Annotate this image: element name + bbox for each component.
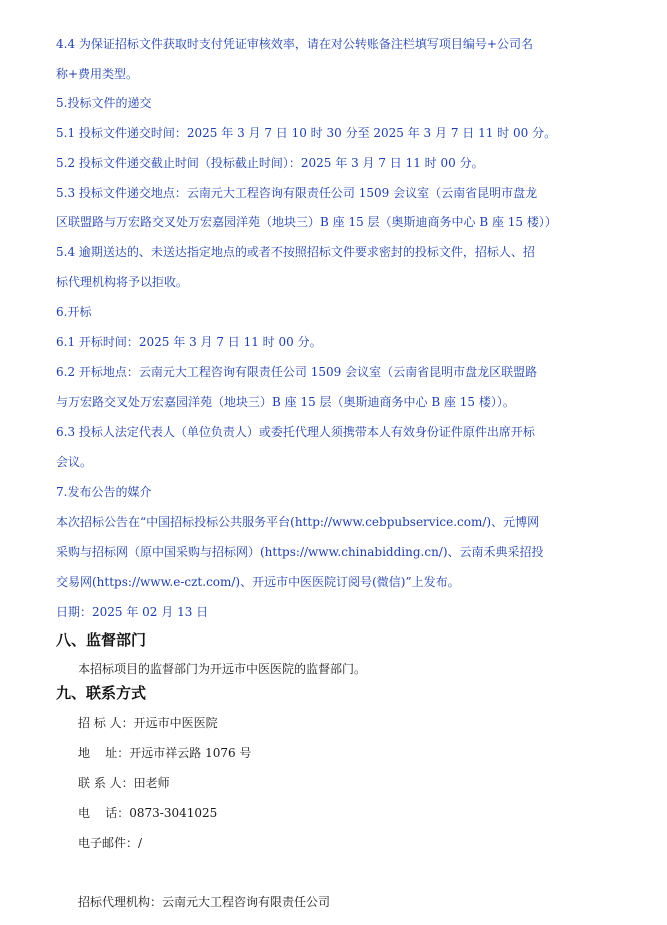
- text-line: 5.1 投标文件递交时间：2025 年 3 月 7 日 10 时 30 分至 2025 年 3 月 7 日 11 时 00 分。: [56, 126, 557, 140]
- text-line: 5.4 逾期送达的、未送达指定地点的或者不按照招标文件要求密封的投标文件，招标人、招: [56, 245, 535, 259]
- date-line: 日期：2025 年 02 月 13 日: [56, 605, 209, 619]
- text-line: 会议。: [56, 455, 93, 469]
- section-9-heading: 九、联系方式: [56, 684, 147, 702]
- text-line: 6.2 开标地点：云南元大工程咨询有限责任公司 1509 会议室（云南省昆明市盘龙区联盟路: [56, 365, 538, 379]
- text-line: 6.3 投标人法定代表人（单位负责人）或委托代理人须携带本人有效身份证件原件出席开标: [56, 425, 535, 439]
- contact-email: 电子邮件：/: [78, 836, 143, 850]
- supervision-text: 本招标项目的监督部门为开远市中医医院的监督部门。: [78, 662, 367, 676]
- contact-address: 地 址：开远市祥云路 1076 号: [78, 746, 252, 760]
- text-line: 4.4 为保证招标文件获取时支付凭证审核效率，请在对公转账备注栏填写项目编号+公司名: [56, 37, 533, 51]
- section-6-heading: 6.开标: [56, 305, 92, 319]
- section-7-heading: 7.发布公告的媒介: [56, 485, 152, 499]
- section-8-heading: 八、监督部门: [56, 631, 147, 649]
- contact-phone: 电 话：0873-3041025: [78, 806, 218, 820]
- contact-tenderer: 招 标 人：开远市中医医院: [78, 716, 218, 730]
- section-5-heading: 5.投标文件的递交: [56, 96, 152, 110]
- text-line: 5.2 投标文件递交截止时间（投标截止时间）：2025 年 3 月 7 日 11 时 00 分。: [56, 156, 484, 170]
- text-line: 交易网(https://www.e-czt.com/)、开远市中医医院订阅号(微信)”上发布。: [56, 575, 460, 589]
- text-line: 标代理机构将予以拒收。: [56, 275, 189, 289]
- text-line: 区联盟路与万宏路交叉处万宏嘉园洋苑（地块三）B 座 15 层（奥斯迪商务中心 B 座 15 楼））: [56, 215, 557, 229]
- agency-line: 招标代理机构：云南元大工程咨询有限责任公司: [78, 895, 331, 909]
- text-line: 5.3 投标文件递交地点：云南元大工程咨询有限责任公司 1509 会议室（云南省昆明市盘龙: [56, 186, 538, 200]
- text-line: 称+费用类型。: [56, 67, 139, 81]
- text-line: 与万宏路交叉处万宏嘉园洋苑（地块三）B 座 15 层（奥斯迪商务中心 B 座 15 楼））。: [56, 395, 515, 409]
- text-line: 6.1 开标时间：2025 年 3 月 7 日 11 时 00 分。: [56, 335, 322, 349]
- contact-person: 联 系 人：田老师: [78, 776, 170, 790]
- text-line: 本次招标公告在“中国招标投标公共服务平台(http://www.cebpubservice.com/)、元博网: [56, 515, 540, 529]
- text-line: 采购与招标网（原中国采购与招标网）(https://www.chinabidding.cn/)、云南禾典采招投: [56, 545, 544, 559]
